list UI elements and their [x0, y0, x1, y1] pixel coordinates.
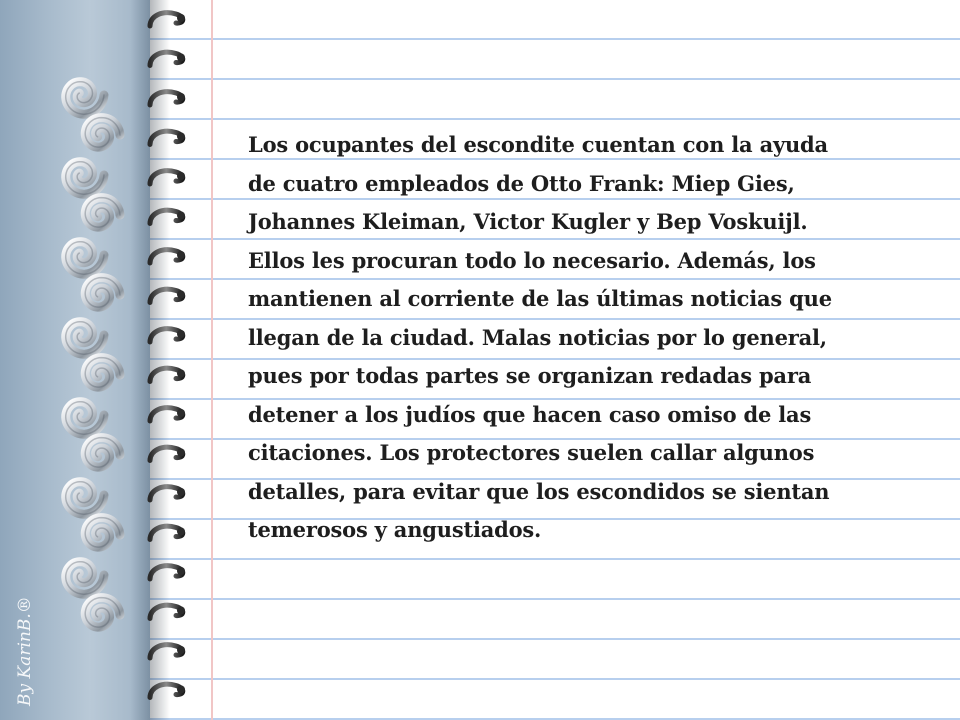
- body-text: [248, 126, 908, 550]
- ring-icon: [150, 131, 185, 144]
- swirl-icon: [66, 162, 120, 227]
- ring-icon: [150, 171, 185, 184]
- text-line: Johannes Kleiman, Victor Kugler y Bep Voskuijl.: [248, 209, 808, 234]
- ring-icon: [150, 329, 185, 342]
- ring-icon: [150, 92, 185, 105]
- ring-icon: [150, 605, 185, 618]
- ring-icon: [150, 526, 185, 539]
- text-line: pues por todas partes se organizan redadas para: [248, 363, 812, 388]
- ring-icon: [150, 645, 185, 658]
- ring-icon: [150, 250, 185, 263]
- text-line: llegan de la ciudad. Malas noticias por lo general,: [248, 324, 827, 350]
- ring-icon: [150, 566, 185, 579]
- ring-icon: [150, 210, 185, 223]
- text-line: detener a los judíos que hacen caso omiso de las: [248, 401, 812, 427]
- text-line: detalles, para evitar que los escondidos se sientan: [248, 478, 830, 504]
- ring-icon: [150, 368, 185, 381]
- swirl-icon: [66, 322, 120, 387]
- ring-icon: [150, 684, 185, 697]
- swirl-icon: [66, 562, 120, 627]
- ring-icon: [150, 289, 185, 302]
- signature-text: By KarinB.®: [15, 596, 35, 706]
- ring-icon: [150, 447, 185, 460]
- signature: [4, 590, 44, 710]
- swirl-icon: [66, 482, 120, 547]
- ring-icon: [150, 408, 185, 421]
- text-line: de cuatro empleados de Otto Frank: Miep Gies,: [248, 170, 795, 196]
- ring-icon: [150, 487, 185, 500]
- swirl-icon: [66, 82, 120, 147]
- text-line: citaciones. Los protectores suelen callar algunos: [248, 440, 815, 465]
- ring-icon: [150, 13, 185, 26]
- swirl-icon: [66, 402, 120, 467]
- text-line: Ellos les procuran todo lo necesario. Además, los: [248, 247, 816, 273]
- text-line: mantienen al corriente de las últimas noticias que: [248, 286, 832, 311]
- text-line: temerosos y angustiados.: [248, 517, 542, 542]
- ring-icon: [150, 52, 185, 65]
- text-line: Los ocupantes del escondite cuentan con la ayuda: [248, 132, 828, 157]
- swirl-icon: [66, 242, 120, 307]
